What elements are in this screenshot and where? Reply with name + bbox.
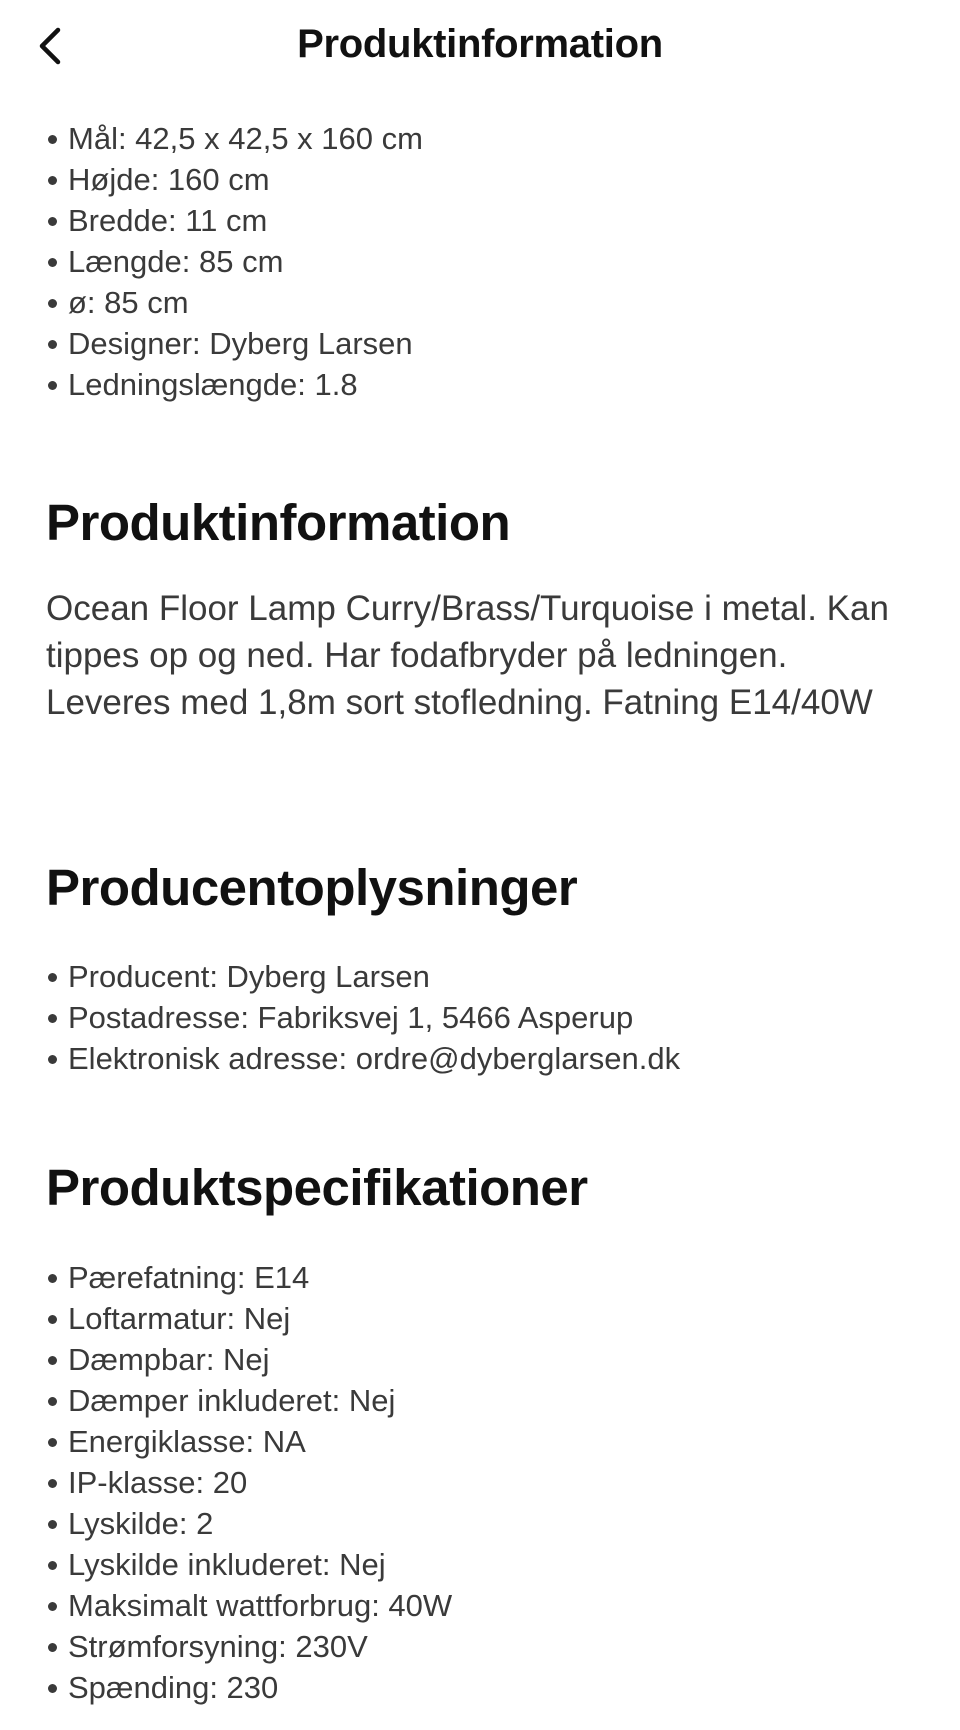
list-item: Bredde: 11 cm xyxy=(46,200,423,241)
list-item: Mål: 42,5 x 42,5 x 160 cm xyxy=(46,118,423,159)
top-navigation-bar xyxy=(0,0,960,96)
section-title-specifications: Produktspecifikationer xyxy=(46,1159,588,1216)
list-item: ø: 85 cm xyxy=(46,282,423,323)
list-item: Maksimalt wattforbrug: 40W xyxy=(46,1585,452,1626)
section-title-product-info: Produktinformation xyxy=(46,494,511,551)
list-item: Dæmper inkluderet: Nej xyxy=(46,1380,452,1421)
list-item: Strømforsyning: 230V xyxy=(46,1626,452,1667)
list-item: Energiklasse: NA xyxy=(46,1421,452,1462)
list-item: Spænding: 230 xyxy=(46,1667,452,1708)
list-item: Postadresse: Fabriksvej 1, 5466 Asperup xyxy=(46,997,680,1038)
list-item: IP-klasse: 20 xyxy=(46,1462,452,1503)
list-item: Producent: Dyberg Larsen xyxy=(46,956,680,997)
list-item: Længde: 85 cm xyxy=(46,241,423,282)
list-item: Loftarmatur: Nej xyxy=(46,1298,452,1339)
list-item: Ledningslængde: 1.8 xyxy=(46,364,423,405)
list-item: Lyskilde inkluderet: Nej xyxy=(46,1544,452,1585)
list-item: Højde: 160 cm xyxy=(46,159,423,200)
dimensions-list xyxy=(46,118,423,405)
list-item: Designer: Dyberg Larsen xyxy=(46,323,423,364)
list-item: Lyskilde: 2 xyxy=(46,1503,452,1544)
page-title: Produktinformation xyxy=(297,22,663,66)
list-item: Pærefatning: E14 xyxy=(46,1257,452,1298)
specifications-list xyxy=(46,1257,452,1708)
section-title-producer: Producentoplysninger xyxy=(46,859,578,916)
list-item: Elektronisk adresse: ordre@dyberglarsen.dk xyxy=(46,1038,680,1079)
list-item: Dæmpbar: Nej xyxy=(46,1339,452,1380)
product-description: Ocean Floor Lamp Curry/Brass/Turquoise i metal. Kan tippes op og ned. Har fodafbryder på ledningen. Leveres med 1,8m sort stofledning. Fatning E14/40W xyxy=(46,589,889,722)
producer-list xyxy=(46,956,680,1079)
